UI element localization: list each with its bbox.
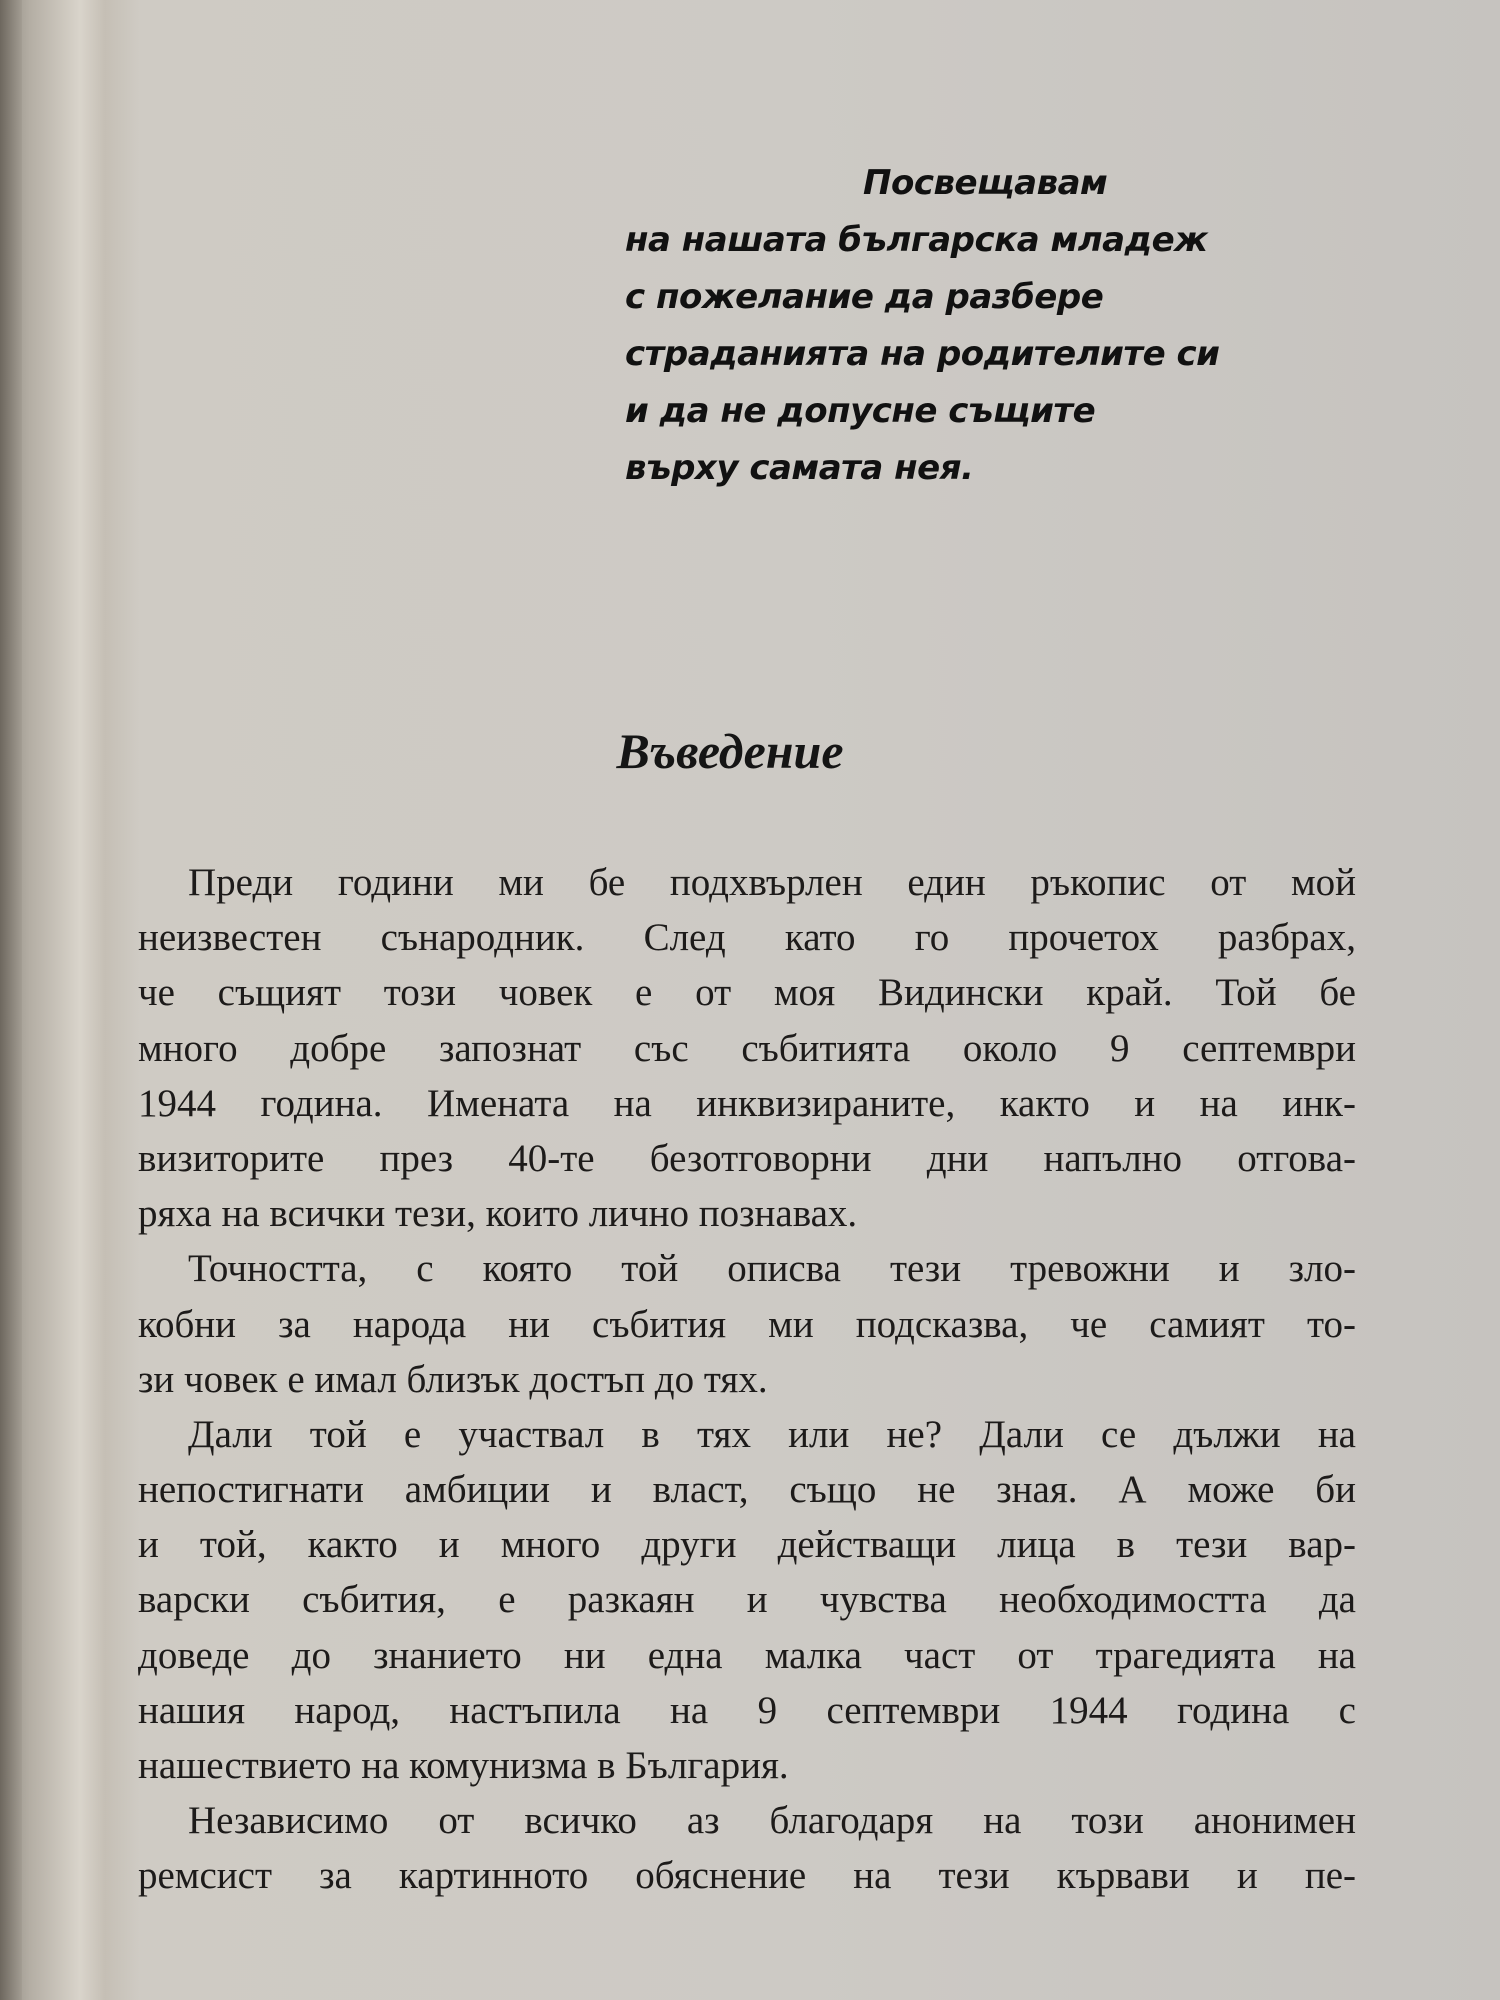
book-spine-gutter <box>0 0 22 2000</box>
text-line: Дали той е участвал в тях или не? Дали се дължи на <box>188 1412 1356 1456</box>
paragraph <box>138 1407 1356 1793</box>
text-line: Независимо от всичко аз благодаря на този анонимен <box>188 1799 1356 1843</box>
chapter-heading-text: Въведение <box>616 723 844 779</box>
dedication-line: на нашата българска младеж <box>625 220 1208 260</box>
text-line: 1944 година. Имената на инквизираните, както и на инк- <box>138 1081 1356 1125</box>
text-line: доведе до знанието ни една малка част от трагедията на <box>138 1633 1356 1677</box>
text-line: зи човек е имал близък достъп до тях. <box>138 1357 768 1401</box>
dedication-line: върху самата нея. <box>625 448 974 488</box>
text-line: нашия народ, настъпила на 9 септември 1944 година с <box>138 1688 1356 1732</box>
text-line: непостигнати амбиции и власт, също не зная. А може би <box>138 1468 1356 1512</box>
body-text <box>138 855 1356 1904</box>
paragraph <box>138 1241 1356 1407</box>
dedication <box>625 155 1345 497</box>
text-line: много добре запознат със събитията около 9 септември <box>138 1026 1356 1070</box>
text-line: ремсист за картинното обяснение на тези кървави и пе- <box>138 1854 1356 1898</box>
dedication-line: страданията на родителите си <box>625 334 1220 374</box>
text-line: варски събития, е разкаян и чувства необходимостта да <box>138 1578 1356 1622</box>
dedication-line: с пожелание да разбере <box>625 277 1104 317</box>
text-line: ряха на всички тези, които лично познавах. <box>138 1192 858 1236</box>
text-line: че същият този човек е от моя Видински край. Той бе <box>138 971 1356 1015</box>
text-line: Точността, с която той описва тези тревожни и зло- <box>188 1247 1356 1291</box>
paragraph <box>138 1793 1356 1903</box>
dedication-line: и да не допусне същите <box>625 391 1096 431</box>
text-line: визиторите през 40-те безотговорни дни напълно отгова- <box>138 1136 1356 1180</box>
text-line: и той, както и много други действащи лица в тези вар- <box>138 1523 1356 1567</box>
text-line: нашествието на комунизма в България. <box>138 1744 789 1787</box>
paragraph <box>138 855 1356 1241</box>
chapter-heading <box>0 722 1500 780</box>
text-line: Преди години ми бе подхвърлен един ръкопис от мой <box>188 861 1356 904</box>
text-line: неизвестен сънародник. След като го прочетох разбрах, <box>138 916 1356 960</box>
text-line: кобни за народа ни събития ми подсказва, че самият то- <box>138 1302 1356 1346</box>
dedication-line: Посвещавам <box>863 163 1108 203</box>
